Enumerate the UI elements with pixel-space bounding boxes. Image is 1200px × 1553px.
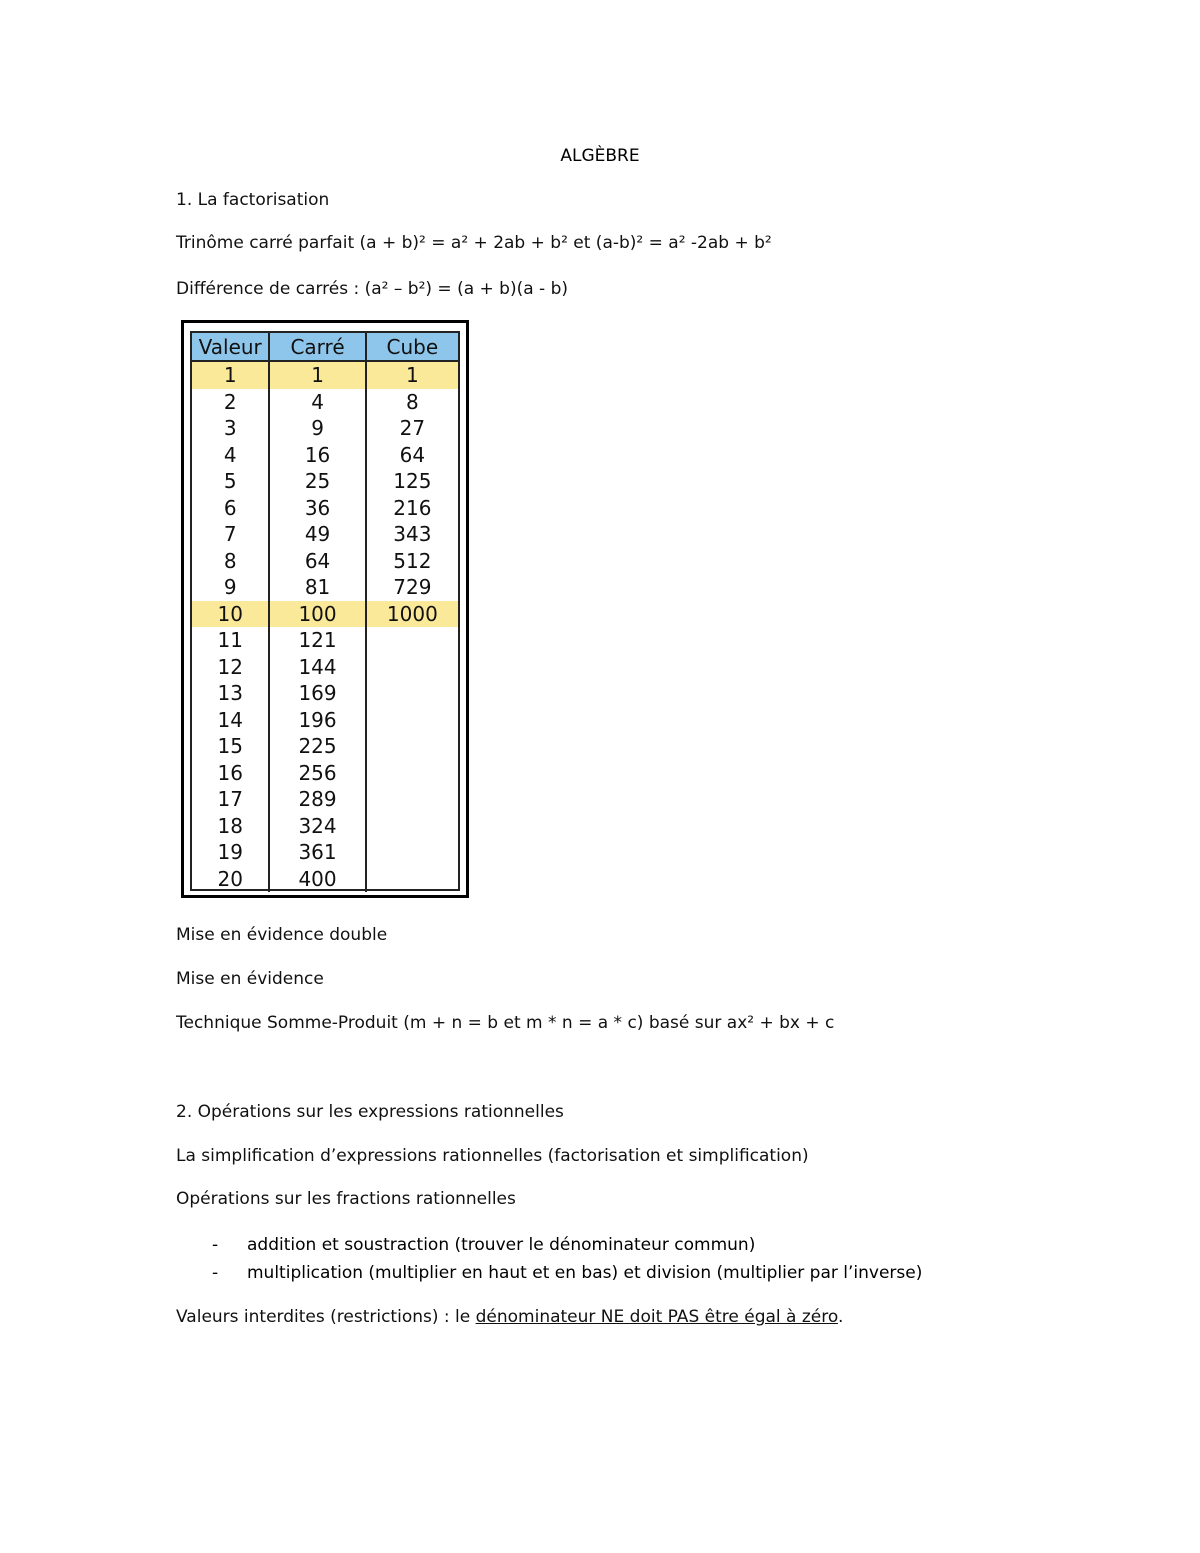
bullet-item-1: addition et soustraction (trouver le dénominateur commun)	[247, 1235, 756, 1255]
valeurs-suffix: .	[837, 1307, 844, 1327]
operations-line: Opérations sur les fractions rationnelles	[176, 1189, 516, 1209]
cell-valeur: 5	[223, 469, 237, 494]
cell-cube: 8	[366, 389, 458, 416]
valeurs-underlined: dénominateur NE doit PAS être égal à zéro	[475, 1307, 838, 1327]
simplification-line: La simplification d’expressions rationnelles (factorisation et simplification)	[176, 1146, 809, 1166]
mise-en-evidence: Mise en évidence	[176, 969, 324, 989]
table-row	[192, 548, 458, 575]
cell-cube: 343	[366, 521, 458, 548]
cell-cube: 1	[366, 361, 458, 389]
header-cube: Cube	[366, 333, 458, 361]
cell-valeur: 2	[223, 389, 237, 414]
table-row	[192, 389, 458, 416]
header-carre: Carré	[269, 333, 365, 361]
cell-carre: 196	[269, 707, 365, 734]
cell-valeur: 6	[223, 495, 237, 520]
table-row	[192, 680, 458, 707]
page-title: ALGÈBRE	[560, 146, 640, 166]
table-row	[192, 601, 458, 628]
table-row	[192, 442, 458, 469]
cell-carre: 225	[269, 733, 365, 760]
cell-carre: 36	[269, 495, 365, 522]
cell-valeur: 16	[217, 760, 243, 785]
cell-valeur: 3	[223, 416, 237, 441]
cell-cube	[366, 786, 458, 813]
cell-valeur: 7	[223, 522, 237, 547]
cell-carre: 81	[269, 574, 365, 601]
cell-cube	[366, 760, 458, 787]
table-row	[192, 361, 458, 389]
table-body	[192, 361, 458, 892]
cell-cube: 125	[366, 468, 458, 495]
table-row	[192, 733, 458, 760]
cell-carre: 169	[269, 680, 365, 707]
cell-cube	[366, 627, 458, 654]
cell-carre: 100	[269, 601, 365, 628]
bullet-dash-1: -	[212, 1235, 219, 1255]
cell-cube: 64	[366, 442, 458, 469]
table-row	[192, 654, 458, 681]
cell-valeur: 17	[217, 787, 243, 812]
powers-table-border	[190, 331, 460, 891]
cell-valeur: 13	[217, 681, 243, 706]
valeurs-interdites-line	[176, 1306, 843, 1328]
cell-cube	[366, 654, 458, 681]
cell-valeur: 20	[217, 866, 243, 891]
cell-carre: 289	[269, 786, 365, 813]
header-valeur: Valeur	[192, 333, 269, 361]
cell-valeur: 15	[217, 734, 243, 759]
section2-heading: 2. Opérations sur les expressions rationnelles	[176, 1102, 564, 1122]
cell-valeur: 19	[217, 840, 243, 865]
cell-cube: 27	[366, 415, 458, 442]
cell-carre: 16	[269, 442, 365, 469]
table-row	[192, 839, 458, 866]
bullet-item-2: multiplication (multiplier en haut et en bas) et division (multiplier par l’inverse)	[247, 1263, 923, 1283]
mise-en-evidence-double: Mise en évidence double	[176, 925, 388, 945]
table-row	[192, 468, 458, 495]
cell-valeur: 11	[217, 628, 243, 653]
somme-produit-line: Technique Somme-Produit (m + n = b et m * n = a * c) basé sur ax² + bx + c	[176, 1013, 835, 1033]
cell-cube	[366, 813, 458, 840]
section1-heading: 1. La factorisation	[176, 190, 330, 210]
bullet-dash-2: -	[212, 1263, 219, 1283]
table-row	[192, 521, 458, 548]
cell-valeur: 4	[223, 442, 237, 467]
powers-table	[192, 333, 458, 892]
cell-carre: 9	[269, 415, 365, 442]
table-row	[192, 760, 458, 787]
table-row	[192, 707, 458, 734]
cell-cube	[366, 680, 458, 707]
cell-carre: 121	[269, 627, 365, 654]
cell-cube: 216	[366, 495, 458, 522]
cell-cube	[366, 733, 458, 760]
difference-carres-formula: Différence de carrés : (a² – b²) = (a + b)(a - b)	[176, 279, 569, 299]
cell-cube: 1000	[366, 601, 458, 628]
table-row	[192, 574, 458, 601]
cell-carre: 324	[269, 813, 365, 840]
powers-table-figure	[181, 320, 469, 898]
table-row	[192, 415, 458, 442]
cell-valeur: 8	[223, 548, 237, 573]
cell-carre: 49	[269, 521, 365, 548]
cell-carre: 1	[269, 361, 365, 389]
cell-valeur: 18	[217, 813, 243, 838]
table-header-row	[192, 333, 458, 361]
cell-carre: 256	[269, 760, 365, 787]
cell-cube	[366, 866, 458, 893]
cell-carre: 64	[269, 548, 365, 575]
table-row	[192, 627, 458, 654]
valeurs-prefix: Valeurs interdites (restrictions) : le	[176, 1307, 476, 1327]
cell-valeur: 9	[223, 575, 237, 600]
cell-carre: 400	[269, 866, 365, 893]
cell-cube	[366, 707, 458, 734]
cell-carre: 4	[269, 389, 365, 416]
cell-carre: 361	[269, 839, 365, 866]
cell-valeur: 1	[192, 361, 269, 389]
cell-cube: 512	[366, 548, 458, 575]
cell-valeur: 12	[217, 654, 243, 679]
cell-valeur: 10	[192, 601, 269, 628]
table-row	[192, 813, 458, 840]
cell-carre: 144	[269, 654, 365, 681]
cell-carre: 25	[269, 468, 365, 495]
trinome-formula: Trinôme carré parfait (a + b)² = a² + 2ab + b² et (a-b)² = a² -2ab + b²	[176, 233, 772, 253]
table-row	[192, 786, 458, 813]
cell-cube: 729	[366, 574, 458, 601]
cell-valeur: 14	[217, 707, 243, 732]
table-row	[192, 495, 458, 522]
table-row	[192, 866, 458, 893]
cell-cube	[366, 839, 458, 866]
